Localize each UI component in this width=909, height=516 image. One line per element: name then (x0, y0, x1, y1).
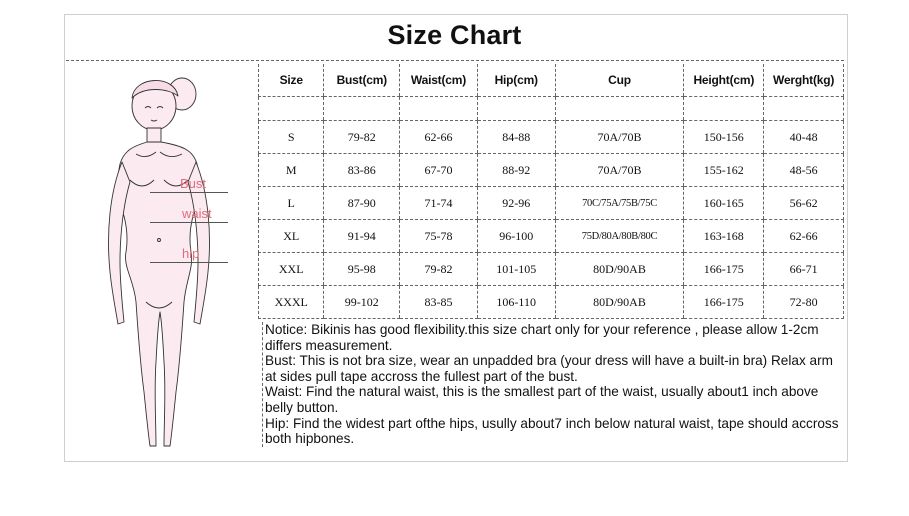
header-divider (66, 60, 844, 61)
waist-cell: 75-78 (400, 220, 478, 253)
header-weight: Werght(kg) (764, 64, 844, 97)
hip-cell: 84-88 (477, 121, 555, 154)
height-cell: 163-168 (684, 220, 764, 253)
waist-cell: 71-74 (400, 187, 478, 220)
weight-cell: 72-80 (764, 286, 844, 319)
notice-text: Notice: Bikinis has good flexibility.this size chart only for your reference , please allow 1-2cm differs measurement. (265, 322, 819, 353)
header-size: Size (259, 64, 324, 97)
hip-cell: 88-92 (477, 154, 555, 187)
table-row (259, 154, 844, 187)
header-height: Height(cm) (684, 64, 764, 97)
hip-note: Hip: Find the widest part ofthe hips, usully about7 inch below natural waist, tape should accross both hipbones. (265, 415, 839, 447)
height-cell: 166-175 (684, 286, 764, 319)
bust-cell: 79-82 (324, 121, 400, 154)
size-cell: XXXL (259, 286, 324, 319)
size-cell: M (259, 154, 324, 187)
waist-cell: 67-70 (400, 154, 478, 187)
page-title: Size Chart (387, 20, 522, 50)
hip-cell: 101-105 (477, 253, 555, 286)
cup-cell: 70C/75A/75B/75C (555, 187, 684, 220)
height-cell: 166-175 (684, 253, 764, 286)
bust-cell: 87-90 (324, 187, 400, 220)
waist-cell: 62-66 (400, 121, 478, 154)
cup-cell: 80D/90AB (555, 253, 684, 286)
weight-cell: 48-56 (764, 154, 844, 187)
hip-leader-line (150, 262, 228, 263)
weight-cell: 40-48 (764, 121, 844, 154)
size-cell: L (259, 187, 324, 220)
waist-leader-line (150, 222, 228, 223)
bust-cell: 95-98 (324, 253, 400, 286)
hip-cell: 92-96 (477, 187, 555, 220)
header-hip: Hip(cm) (477, 64, 555, 97)
waist-cell: 79-82 (400, 253, 478, 286)
height-cell: 150-156 (684, 121, 764, 154)
bust-leader-line (150, 192, 228, 193)
weight-cell: 56-62 (764, 187, 844, 220)
cup-cell: 70A/70B (555, 121, 684, 154)
waist-note: Waist: Find the natural waist, this is the smallest part of the waist, usually about1 inch above belly button. (265, 384, 819, 415)
table-row (259, 187, 844, 220)
bust-note: Bust: This is not bra size, wear an unpadded bra (your dress will have a built-in bra) Relax arm at sides pull tape accross the fullest part of the bust. (265, 353, 833, 384)
height-cell: 160-165 (684, 187, 764, 220)
header-waist: Waist(cm) (400, 64, 478, 97)
bust-cell: 83-86 (324, 154, 400, 187)
hip-cell: 96-100 (477, 220, 555, 253)
height-cell: 155-162 (684, 154, 764, 187)
hip-cell: 106-110 (477, 286, 555, 319)
bust-cell: 91-94 (324, 220, 400, 253)
notes-section (262, 322, 845, 447)
table-row (259, 286, 844, 319)
table-row (259, 220, 844, 253)
table-spacer-row (259, 97, 844, 121)
table-row (259, 121, 844, 154)
table-row (259, 253, 844, 286)
weight-cell: 66-71 (764, 253, 844, 286)
header-bust: Bust(cm) (324, 64, 400, 97)
waist-label: waist (182, 206, 212, 221)
hip-label: hip (182, 246, 200, 261)
size-table (258, 64, 844, 319)
waist-cell: 83-85 (400, 286, 478, 319)
bust-cell: 99-102 (324, 286, 400, 319)
cup-cell: 75D/80A/80B/80C (555, 220, 684, 253)
size-cell: S (259, 121, 324, 154)
cup-cell: 70A/70B (555, 154, 684, 187)
cup-cell: 80D/90AB (555, 286, 684, 319)
table-header-row (259, 64, 844, 97)
bust-label: Bust (180, 176, 207, 191)
size-cell: XXL (259, 253, 324, 286)
size-cell: XL (259, 220, 324, 253)
weight-cell: 62-66 (764, 220, 844, 253)
header-cup: Cup (555, 64, 684, 97)
